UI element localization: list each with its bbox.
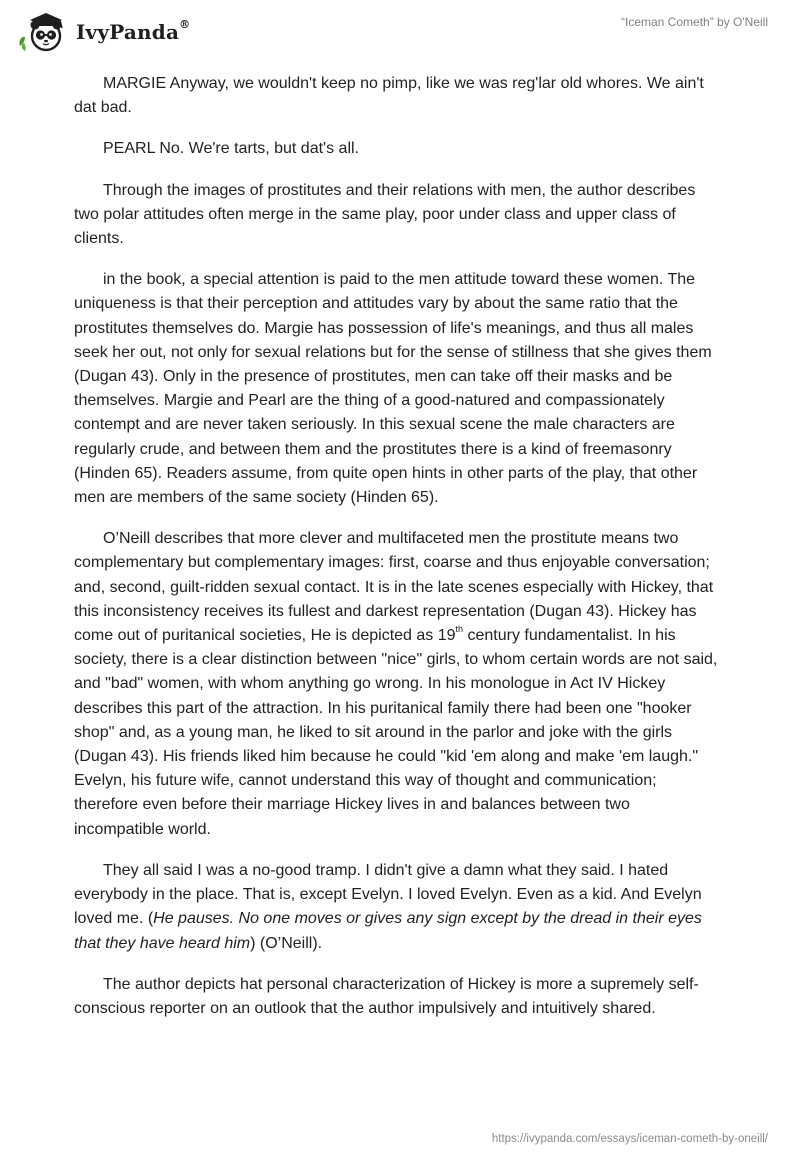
source-url[interactable]: https://ivypanda.com/essays/iceman-cometh-by-oneill/ bbox=[491, 1133, 768, 1145]
paragraph-hickey-text-start: O’Neill describes that more clever and multifaceted men the prostitute means two complementary but complementary images: first, coarse and thus enjoyable conversation; and, second, guilt-ridden sexual contact. It is in the late scenes especially with Hickey, that this inconsistency receives its fullest and darkest representation (Dugan 43). Hickey has come out of puritanical societies, He is depicted as 19 bbox=[74, 530, 714, 645]
quote-citation: ) (O’Neill). bbox=[250, 934, 323, 952]
paragraph-hickey-quote bbox=[74, 859, 724, 956]
paragraph-men-attitude: in the book, a special attention is paid to the men attitude toward these women. The uniqueness is that their perception and attitudes vary by about the same ratio that the prostitutes themselves do. Margie has possession of life's meanings, and thus all males seek her out, not only for sexual relations but for the sense of stillness that she gives them (Dugan 43). Only in the presence of prostitutes, men can take off their masks and be themselves. Margie and Pearl are the thing of a good-natured and compassionately contempt and are never taken seriously. In this sexual scene the male characters are regularly crude, and between them and the prostitutes there is a kind of freemasonry (Hinden 65). Readers assume, from quite open hints in other parts of the play, that other men are members of the same society (Hinden 65). bbox=[74, 271, 712, 507]
paragraph-polar-attitudes: Through the images of prostitutes and their relations with men, the author describes two polar attitudes often merge in the same play, poor under class and upper class of clients. bbox=[74, 181, 696, 248]
stage-direction: He pauses. No one moves or gives any sign except by the dread in their eyes that they have heard him bbox=[74, 910, 702, 952]
brand-name: IvyPanda® bbox=[76, 18, 191, 44]
panda-graduate-icon bbox=[16, 10, 72, 54]
brand-logo[interactable] bbox=[16, 10, 190, 54]
quote-text: They all said I was a no-good tramp. I didn't give a damn what they said. I hated everybody in the place. That is, except Evelyn. I loved Evelyn. Even as a kid. And Evelyn loved me. ( bbox=[74, 861, 702, 928]
page-header bbox=[0, 0, 800, 60]
paragraph-characterization: The author depicts hat personal characterization of Hickey is more a supremely self-conscious reporter on an outlook that the author impulsively and intuitively shared. bbox=[74, 975, 699, 1017]
ordinal-superscript: th bbox=[455, 623, 464, 634]
registered-mark: ® bbox=[179, 18, 191, 32]
essay-body bbox=[74, 72, 724, 1038]
paragraph-margie-quote: MARGIE Anyway, we wouldn't keep no pimp, like we was reg'lar old whores. We ain't dat bad. bbox=[74, 75, 704, 117]
paragraph-pearl-quote: PEARL No. We're tarts, but dat's all. bbox=[103, 140, 359, 158]
paragraph-hickey-text-end: century fundamentalist. In his society, there is a clear distinction between "nice" girls, to whom certain words are not said, and "bad" women, with whom anything go wrong. In his monologue in Act IV Hickey describes this part of the attraction. In his puritanical family there had been one "hooker shop" and, as a young man, he liked to sit around in the parlor and joke with the girls (Dugan 43). His friends liked him because he could "kid 'em along and make 'em laugh." Evelyn, his future wife, cannot understand this way of thought and communication; therefore even before their marriage Hickey lives in and balances between two incompatible world. bbox=[74, 627, 718, 838]
document-title: “Iceman Cometh” by O'Neill bbox=[621, 15, 768, 29]
paragraph-hickey-analysis bbox=[74, 527, 724, 842]
